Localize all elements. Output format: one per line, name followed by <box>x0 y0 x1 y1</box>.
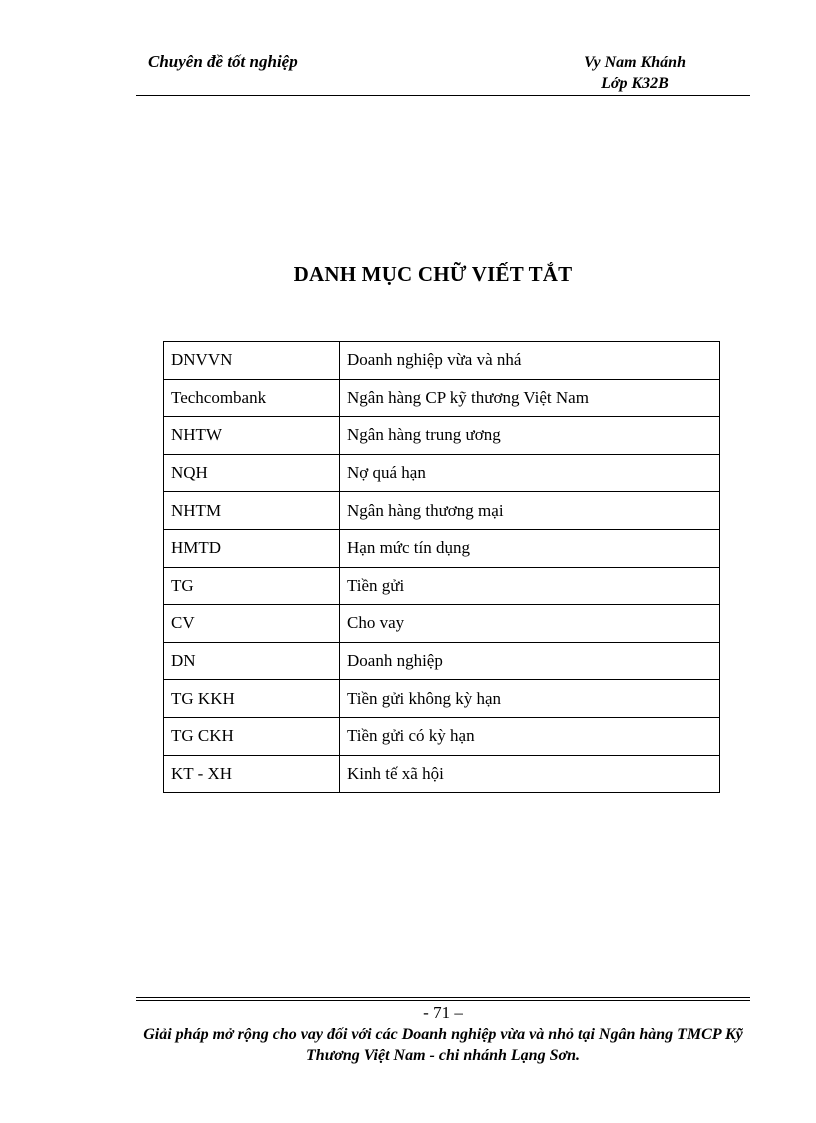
meaning-cell: Doanh nghiệp vừa và nhá <box>340 342 720 380</box>
table-row <box>164 342 720 380</box>
abbreviation-cell: TG KKH <box>164 680 340 718</box>
meaning-cell: Hạn mức tín dụng <box>340 529 720 567</box>
table-row <box>164 605 720 643</box>
table-row <box>164 717 720 755</box>
meaning-cell: Tiền gửi không kỳ hạn <box>340 680 720 718</box>
abbreviation-cell: TG CKH <box>164 717 340 755</box>
footer-text: Giải pháp mở rộng cho vay đối với các Doanh nghiệp vừa và nhỏ tại Ngân hàng TMCP Kỹ Thương Việt Nam - chi nhánh Lạng Sơn. <box>143 1026 743 1064</box>
abbreviation-cell: DNVVN <box>164 342 340 380</box>
meaning-cell: Ngân hàng CP kỹ thương Việt Nam <box>340 379 720 417</box>
abbreviation-cell: KT - XH <box>164 755 340 793</box>
table-row <box>164 417 720 455</box>
meaning-cell: Doanh nghiệp <box>340 642 720 680</box>
abbreviation-cell: NHTW <box>164 417 340 455</box>
abbreviation-cell: NQH <box>164 454 340 492</box>
header-divider <box>136 95 750 96</box>
table-row <box>164 642 720 680</box>
abbreviation-cell: CV <box>164 605 340 643</box>
meaning-cell: Tiền gửi có kỳ hạn <box>340 717 720 755</box>
page-number: - 71 – <box>423 1003 463 1022</box>
page-title: DANH MỤC CHỮ VIẾT TẮT <box>293 262 573 286</box>
meaning-cell: Nợ quá hạn <box>340 454 720 492</box>
footer-divider-top <box>136 997 750 998</box>
table-row <box>164 492 720 530</box>
meaning-cell: Ngân hàng thương mại <box>340 492 720 530</box>
header-left-title: Chuyên đề tốt nghiệp <box>148 52 298 71</box>
abbreviation-cell: NHTM <box>164 492 340 530</box>
header-author-name: Vy Nam Khánh <box>584 54 686 71</box>
meaning-cell: Kinh tế xã hội <box>340 755 720 793</box>
table-row <box>164 567 720 605</box>
table-row <box>164 379 720 417</box>
meaning-cell: Tiền gửi <box>340 567 720 605</box>
abbreviation-cell: Techcombank <box>164 379 340 417</box>
table-row <box>164 529 720 567</box>
table-row <box>164 680 720 718</box>
footer-divider-bottom <box>136 1000 750 1001</box>
table-row <box>164 454 720 492</box>
abbreviation-cell: TG <box>164 567 340 605</box>
header-class: Lớp K32B <box>601 75 669 92</box>
abbreviation-cell: HMTD <box>164 529 340 567</box>
abbreviation-table <box>163 341 720 793</box>
header-author <box>560 52 710 94</box>
table-row <box>164 755 720 793</box>
meaning-cell: Cho vay <box>340 605 720 643</box>
meaning-cell: Ngân hàng trung ương <box>340 417 720 455</box>
abbreviation-cell: DN <box>164 642 340 680</box>
